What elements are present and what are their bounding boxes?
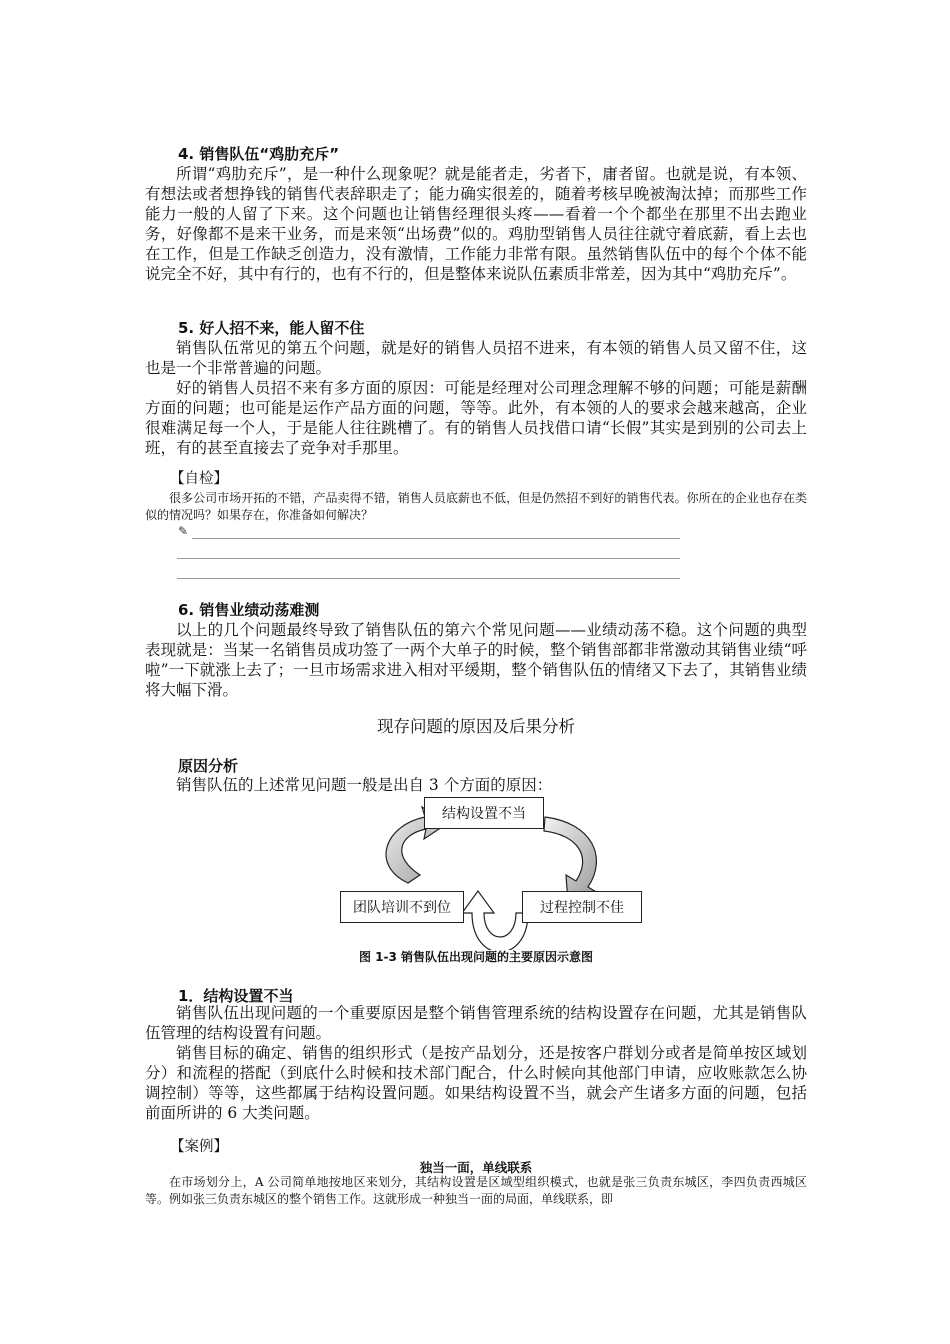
box-structure: 结构设置不当 [424, 797, 544, 829]
answer-line-1[interactable] [192, 538, 680, 539]
answer-line-2[interactable] [177, 558, 680, 559]
section-5-heading: 5. 好人招不来，能人留不住 [178, 319, 365, 337]
selfcheck-body [145, 490, 807, 524]
reasons-heading: 原因分析 [178, 757, 239, 775]
box-process: 过程控制不佳 [522, 891, 642, 923]
section-5-paragraph-2: 好的销售人员招不来有多方面的原因：可能是经理对公司理念理解不够的问题；可能是薪酬方面的问题；也可能是运作产品方面的问题，等等。此外，有本领的人的要求会越来越高，企业很难满足每一个人，于是能人往往跳槽了。有的销售人员找借口请“长假”其实是到别的公司去上班，有的甚至直接去了竞争对手那里。 [145, 379, 807, 457]
analysis-title: 现存问题的原因及后果分析 [377, 717, 575, 736]
reasons-intro: 销售队伍的上述常见问题一般是出自 3 个方面的原因： [176, 776, 553, 794]
selfcheck-text: 很多公司市场开拓的不错，产品卖得不错，销售人员底薪也不低，但是仍然招不到好的销售代表。你所在的企业也存在类似的情况吗？如果存在，你准备如何解决？ [145, 491, 807, 522]
section-6-paragraph: 以上的几个问题最终导致了销售队伍的第六个常见问题——业绩动荡不稳。这个问题的典型表现就是：当某一名销售员成功签了一两个大单子的时候，整个销售部都非常激动其销售业绩“呼啦”一下就涨上去了；一旦市场需求进入相对平缓期，整个销售队伍的情绪又下去了，其销售业绩将大幅下滑。 [145, 621, 807, 699]
box-training: 团队培训不到位 [340, 891, 464, 923]
sub1-heading: 1．结构设置不当 [178, 987, 294, 1005]
section-5-body [145, 338, 807, 458]
sub1-paragraph-1: 销售队伍出现问题的一个重要原因是整个销售管理系统的结构设置存在问题，尤其是销售队伍管理的结构设置有问题。 [145, 1004, 807, 1042]
answer-line-3[interactable] [177, 578, 680, 579]
section-4-body [145, 164, 807, 284]
section-6-heading: 6. 销售业绩动荡难测 [178, 601, 320, 619]
figure-caption: 图 1-3 销售队伍出现问题的主要原因示意图 [358, 950, 594, 964]
section-4-heading: 4. 销售队伍“鸡肋充斥” [178, 145, 340, 163]
sub1-body [145, 1003, 807, 1123]
reasons-intro-wrap [145, 775, 807, 795]
section-4-paragraph: 所谓“鸡肋充斥”，是一种什么现象呢？就是能者走，劣者下，庸者留。也就是说，有本领、有想法或者想挣钱的销售代表辞职走了；能力确实很差的，随着考核早晚被淘汰掉；而那些工作能力一般的人留了下来。这个问题也让销售经理很头疼——看着一个个都坐在那里不出去跑业务，好像都不是来干业务，而是来领“出场费”似的。鸡肋型销售人员往往就守着底薪，看上去也在工作，但是工作缺乏创造力，没有激情，工作能力非常有限。虽然销售队伍中的每个个体不能说完全不好，其中有行的，也有不行的，但是整体来说队伍素质非常差，因为其中“鸡肋充斥”。 [145, 165, 807, 283]
selfcheck-label: 【自检】 [170, 471, 228, 487]
bottom-cycle-arrow [462, 891, 528, 950]
sub1-paragraph-2: 销售目标的确定、销售的组织形式（是按产品划分，还是按客户群划分或者是简单按区域划分）和流程的搭配（到底什么时候和技术部门配合，什么时候向其他部门申请，应收账款怎么协调控制）等等，这些都属于结构设置问题。如果结构设置不当，就会产生诸多方面的问题，包括前面所讲的 6 大类问题。 [145, 1044, 807, 1122]
case-title: 独当一面，单线联系 [419, 1160, 533, 1175]
case-text: 在市场划分上，A 公司简单地按地区来划分，其结构设置是区域型组织模式，也就是张三负责东城区，李四负责西城区等。例如张三负责东城区的整个销售工作。这就形成一种独当一面的局面，单线联系，即 [145, 1175, 807, 1206]
section-6-body [145, 620, 807, 700]
case-label: 【案例】 [170, 1139, 228, 1155]
pen-icon: ✎ [178, 524, 189, 538]
section-5-paragraph-1: 销售队伍常见的第五个问题，就是好的销售人员招不进来，有本领的销售人员又留不住，这也是一个非常普遍的问题。 [145, 339, 807, 377]
cycle-diagram [330, 795, 650, 950]
case-body [145, 1174, 807, 1208]
